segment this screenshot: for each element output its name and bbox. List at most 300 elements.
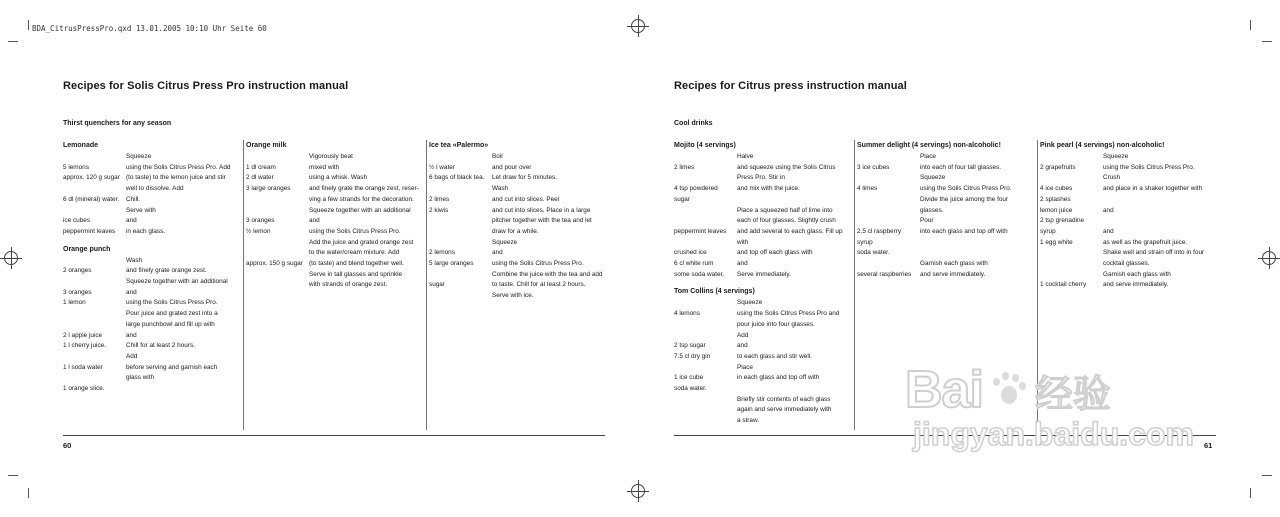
instruction: Vigorously beat (309, 153, 353, 160)
recipe-row (246, 163, 424, 174)
recipe-row (63, 320, 241, 331)
recipe-column (63, 140, 241, 398)
recipe-row (429, 259, 609, 270)
recipe-row (674, 384, 852, 395)
recipe-column (429, 140, 609, 305)
ingredient: 4 tsp powdered (674, 185, 718, 193)
instruction: before serving and garnish each (126, 363, 218, 371)
ingredient (63, 320, 126, 331)
instruction: and (737, 342, 748, 350)
recipe-row (246, 152, 424, 163)
instruction: Place a squeezed half of lime into (737, 206, 833, 214)
instruction: Wash (126, 256, 143, 264)
recipe-row (63, 373, 241, 384)
instruction: with (737, 238, 749, 246)
ingredient: 2 oranges (63, 267, 92, 275)
instruction: Let draw for 5 minutes. (492, 174, 558, 182)
recipe-row (429, 163, 609, 174)
instruction: into each of four tall glasses. (920, 163, 1001, 171)
ingredient: soda water. (857, 249, 890, 257)
instruction: and serve immediately. (1103, 281, 1169, 289)
recipe-row (857, 195, 1035, 206)
recipe-row (1040, 259, 1220, 270)
recipe-row (674, 248, 852, 259)
recipe (246, 140, 424, 291)
instruction: a straw. (737, 417, 760, 425)
instruction: to each glass and stir well. (737, 352, 812, 360)
ingredient: approx. 120 g sugar (63, 174, 120, 182)
instruction: using the Solis Citrus Press Pro. (1103, 163, 1195, 171)
instruction: pour juice into four glasses. (737, 320, 815, 328)
recipe-column (674, 140, 852, 430)
column-divider (854, 140, 855, 430)
recipe-column (857, 140, 1035, 283)
column-divider (243, 140, 244, 430)
instruction: each of four glasses. Slightly crush (737, 217, 836, 225)
ingredient: some soda water. (674, 270, 725, 278)
recipe-row (674, 320, 852, 331)
instruction: (to taste) to the lemon juice and stir (126, 174, 226, 182)
recipe-row (63, 216, 241, 227)
ingredient: crushed ice (674, 249, 707, 257)
crop-mark (8, 475, 18, 476)
recipe-row (674, 227, 852, 238)
instruction: Serve with (126, 206, 156, 214)
recipe-row (1040, 280, 1220, 291)
instruction: Add (126, 352, 138, 360)
instruction: and finely grate orange zest. (126, 267, 207, 275)
recipe-row (674, 341, 852, 352)
instruction: Chill for at least 2 hours. (126, 342, 195, 350)
recipe-row (857, 259, 1035, 270)
recipe-row (1040, 216, 1220, 227)
instruction: to taste. Chill for at least 2 hours. (492, 281, 586, 289)
ingredient: several raspberries (857, 270, 912, 278)
ingredient (246, 270, 309, 281)
recipe-column (1040, 140, 1220, 294)
ingredient (429, 227, 492, 238)
recipe-row (1040, 270, 1220, 281)
ingredient (857, 216, 920, 227)
recipe-row (63, 227, 241, 238)
recipe-row (63, 266, 241, 277)
ingredient (63, 184, 126, 195)
instruction: Serve with ice. (492, 292, 534, 300)
recipe-row (674, 163, 852, 174)
instruction: in each glass and top off with (737, 374, 820, 382)
recipe-row (1040, 206, 1220, 217)
recipe-title: Orange milk (246, 142, 287, 149)
ingredient: sugar (674, 195, 690, 203)
instruction: well to dissolve. Add (126, 185, 184, 193)
recipe-row (246, 195, 424, 206)
ingredient: 3 oranges (63, 288, 92, 296)
ingredient: 4 lemons (674, 310, 700, 318)
ingredient: 1 l soda water (63, 363, 103, 371)
recipe-row (246, 184, 424, 195)
ingredient (429, 184, 492, 195)
ingredient: 1 l cherry juice. (63, 342, 106, 350)
recipe-title: Tom Collins (4 servings) (674, 288, 755, 296)
ingredient: 2 tsp grenadine (1040, 217, 1085, 225)
file-header: BDA_CitrusPressPro.qxd 13.01.2005 10:10 Uhr Seite 60 (32, 24, 267, 33)
recipe (429, 140, 609, 302)
recipe-row (857, 227, 1035, 238)
ingredient: 2 limes (429, 195, 450, 203)
recipe (674, 286, 852, 426)
ingredient: 6 cl white rum (674, 260, 714, 268)
ingredient (674, 238, 737, 249)
recipe-row (674, 416, 852, 427)
instruction: Squeeze (920, 174, 946, 182)
ingredient (429, 291, 492, 302)
instruction (1103, 195, 1220, 206)
recipe-row (246, 173, 424, 184)
recipe-row (429, 152, 609, 163)
recipe-row (63, 341, 241, 352)
instruction: and (309, 217, 320, 225)
ingredient: approx. 150 g sugar (246, 260, 303, 268)
instruction: and place in a shaker together with (1103, 185, 1203, 193)
ingredient: 4 ice cubes (1040, 185, 1073, 193)
page-number: 61 (1204, 441, 1213, 450)
recipe-row (246, 259, 424, 270)
crop-mark (8, 41, 18, 42)
ingredient (674, 152, 737, 163)
recipe-row (63, 298, 241, 309)
column-divider (426, 140, 427, 430)
ingredient: lemon juice (1040, 206, 1073, 214)
recipe-row (429, 280, 609, 291)
crop-mark (28, 488, 29, 498)
recipe-row (63, 256, 241, 267)
instruction: Combine the juice with the tea and add (492, 270, 603, 278)
recipe-row (429, 206, 609, 217)
recipe-row (674, 373, 852, 384)
instruction: Add the juice and grated orange zest (309, 238, 414, 246)
instruction: large punchbowl and fill up with (126, 320, 215, 328)
ingredient: 1 cocktail cherry (1040, 281, 1087, 289)
ingredient (246, 206, 309, 217)
instruction: and cut into slices. Peel (492, 195, 560, 203)
ingredient: syrup (1040, 227, 1056, 235)
ingredient (63, 373, 126, 384)
watermark-logo-text-2: 经验 (1034, 371, 1111, 416)
ingredient (246, 248, 309, 259)
recipe-row (63, 331, 241, 342)
instruction: ving a few strands for the decoration. (309, 195, 414, 203)
recipe-row (674, 331, 852, 342)
instruction: and pour over (492, 163, 532, 171)
ingredient (857, 152, 920, 163)
page-title: Recipes for Citrus press instruction manual (674, 80, 907, 92)
recipe-row (246, 238, 424, 249)
recipe-row (63, 288, 241, 299)
instruction: and mix with the juice. (737, 185, 800, 193)
ingredient: 5 lemons (63, 163, 89, 171)
recipe-row (429, 238, 609, 249)
recipe-row (429, 195, 609, 206)
ingredient: 1 lemon (63, 299, 86, 307)
section-title: Thirst quenchers for any season (63, 120, 172, 127)
instruction: and (126, 217, 137, 225)
recipe-row (674, 259, 852, 270)
bottom-rule (63, 435, 605, 436)
instruction: Shake well and strain off into in four (1103, 249, 1205, 257)
recipe-column (246, 140, 424, 294)
ingredient (246, 280, 309, 291)
recipe-row (857, 248, 1035, 259)
instruction: again and serve immediately with (737, 406, 832, 414)
crop-mark (1262, 41, 1272, 42)
instruction: Squeeze (492, 238, 518, 246)
instruction (126, 384, 241, 395)
recipe-title: Orange punch (63, 245, 111, 253)
recipe-row (63, 184, 241, 195)
ingredient: 6 dl (mineral) water. (63, 195, 120, 203)
ingredient (63, 256, 126, 267)
ingredient: 2 dl water (246, 174, 274, 182)
instruction: Wash (492, 185, 509, 193)
recipe-row (1040, 152, 1220, 163)
instruction: and top off each glass with (737, 249, 813, 257)
instruction: using the Solis Citrus Press Pro. (126, 299, 218, 307)
ingredient: 1 dl cream (246, 163, 276, 171)
ingredient: 2 limes (674, 163, 695, 171)
instruction: Boil (492, 153, 503, 160)
ingredient (674, 173, 737, 184)
instruction: Serve in tall glasses and sprinkle (309, 270, 403, 278)
ingredient: 2 tsp sugar (674, 342, 706, 350)
instruction: in each glass. (126, 227, 166, 235)
right-page (674, 0, 1234, 517)
ingredient: 2 lemons (429, 249, 455, 257)
recipe-row (1040, 227, 1220, 238)
recipe-row (674, 298, 852, 309)
ingredient: peppermint leaves (63, 227, 116, 235)
ingredient (674, 331, 737, 342)
instruction: Squeeze (737, 299, 763, 307)
recipe-row (674, 195, 852, 206)
ingredient (429, 238, 492, 249)
bottom-rule (674, 435, 1216, 436)
ingredient: 2 grapefruits (1040, 163, 1076, 171)
crop-mark (1250, 20, 1251, 30)
recipe (63, 140, 241, 238)
instruction: Pour (920, 217, 934, 225)
ingredient (63, 206, 126, 217)
registration-mark (631, 484, 645, 498)
recipe-row (857, 184, 1035, 195)
instruction: Squeeze together with an additional (309, 206, 411, 214)
ingredient (857, 195, 920, 206)
instruction: Press Pro. Stir in (737, 174, 785, 182)
recipe-row (246, 280, 424, 291)
ingredient: 2.5 cl raspberry (857, 227, 902, 235)
instruction (1103, 216, 1220, 227)
ingredient (1040, 248, 1103, 259)
ingredient (1040, 270, 1103, 281)
ingredient (674, 298, 737, 309)
recipe-row (857, 152, 1035, 163)
section-title: Cool drinks (674, 120, 713, 127)
recipe-title: Pink pearl (4 servings) non-alcoholic! (1040, 142, 1165, 149)
recipe-row (246, 270, 424, 281)
crop-mark (1250, 488, 1251, 498)
ingredient: 1 orange slice. (63, 385, 105, 393)
recipe-row (429, 227, 609, 238)
ingredient: 3 ice cubes (857, 163, 890, 171)
ingredient (857, 259, 920, 270)
ingredient: 2 splashes (1040, 195, 1071, 203)
instruction: with strands of orange zest. (309, 281, 388, 289)
watermark-logo-text: Bai (905, 361, 983, 419)
ingredient: ½ lemon (246, 227, 271, 235)
ingredient (674, 320, 737, 331)
instruction: Garnish each glass with (1103, 270, 1171, 278)
recipe-row (857, 216, 1035, 227)
instruction: Add (737, 331, 749, 339)
recipe-row (1040, 248, 1220, 259)
recipe-row (857, 173, 1035, 184)
recipe-row (429, 248, 609, 259)
recipe-row (674, 405, 852, 416)
recipe-row (63, 163, 241, 174)
column-divider (1037, 140, 1038, 430)
crop-mark (1262, 475, 1272, 476)
ingredient: 1 egg white (1040, 238, 1073, 246)
instruction: into each glass and top off with (920, 227, 1008, 235)
ingredient: 1 ice cube (674, 374, 704, 382)
ingredient (857, 206, 920, 217)
ingredient (674, 206, 737, 217)
recipe (1040, 140, 1220, 291)
recipe (63, 244, 241, 395)
ingredient: 6 bags of black tea. (429, 174, 485, 182)
recipe-row (63, 173, 241, 184)
instruction: using the Solis Citrus Press Pro. (920, 185, 1012, 193)
instruction: glass with (126, 374, 155, 382)
recipe-row (63, 309, 241, 320)
instruction: Place (737, 363, 753, 371)
recipe-row (674, 152, 852, 163)
instruction: Crush (1103, 174, 1121, 182)
ingredient: 7.5 cl dry gin (674, 352, 711, 360)
ingredient: 3 oranges (246, 217, 275, 225)
recipe-row (1040, 195, 1220, 206)
instruction (920, 238, 1035, 249)
instruction: Garnish each glass with (920, 260, 988, 268)
recipe-row (1040, 238, 1220, 249)
crop-mark (28, 20, 29, 30)
recipe-row (674, 206, 852, 217)
ingredient (674, 395, 737, 406)
recipe-row (63, 384, 241, 395)
ingredient (857, 173, 920, 184)
recipe-row (63, 277, 241, 288)
instruction: Halve (737, 153, 754, 160)
instruction: Place (920, 153, 936, 160)
ingredient (63, 352, 126, 363)
ingredient (429, 216, 492, 227)
instruction: and cut into slices. Place in a large (492, 206, 591, 214)
recipe-row (63, 152, 241, 163)
recipe-row (246, 227, 424, 238)
instruction: Divide the juice among the four (920, 195, 1009, 203)
ingredient (429, 270, 492, 281)
ingredient: ½ l water (429, 163, 455, 171)
instruction: and (1103, 227, 1114, 235)
instruction: to the water/cream mixture. Add (309, 249, 400, 257)
recipe-row (1040, 173, 1220, 184)
recipe-row (246, 248, 424, 259)
instruction: using the Solis Citrus Press Pro. (309, 227, 401, 235)
instruction: (to taste) and blend together well. (309, 260, 404, 268)
instruction: and (126, 331, 137, 339)
instruction: and finely grate the orange zest, reser- (309, 185, 419, 193)
instruction (920, 248, 1035, 259)
recipe-title: Mojito (4 servings) (674, 142, 736, 149)
instruction: draw for a while. (492, 227, 539, 235)
recipe-row (674, 270, 852, 281)
recipe-row (857, 206, 1035, 217)
recipe-row (246, 206, 424, 217)
instruction (737, 195, 852, 206)
recipe-row (429, 173, 609, 184)
ingredient: peppermint leaves (674, 227, 727, 235)
ingredient (63, 152, 126, 163)
recipe-row (674, 238, 852, 249)
instruction: and (1103, 206, 1114, 214)
recipe-row (857, 238, 1035, 249)
instruction: using the Solis Citrus Press Pro. (492, 260, 584, 268)
page-title: Recipes for Solis Citrus Press Pro instruction manual (63, 80, 349, 92)
ingredient (63, 309, 126, 320)
watermark-url: jingyan.baidu.com (913, 416, 1194, 452)
ingredient: 2 kiwis (429, 206, 449, 214)
ingredient: 2 l apple juice (63, 331, 103, 339)
ingredient: sugar (429, 281, 445, 289)
recipe-row (857, 163, 1035, 174)
instruction: Squeeze together with an additional (126, 278, 228, 286)
ingredient (63, 277, 126, 288)
left-page (63, 0, 623, 517)
registration-mark (631, 19, 645, 33)
instruction: and (126, 288, 137, 296)
recipe-row (674, 395, 852, 406)
ingredient (246, 238, 309, 249)
ingredient (674, 363, 737, 374)
instruction: using a whisk. Wash (309, 174, 368, 182)
recipe-row (1040, 184, 1220, 195)
recipe-row (674, 363, 852, 374)
instruction: and (492, 249, 503, 257)
ingredient: ice cubes (63, 217, 90, 225)
recipe-title: Ice tea «Palermo» (429, 142, 489, 149)
instruction: as well as the grapefruit juice. (1103, 238, 1188, 246)
instruction: and squeeze using the Solis Citrus (737, 163, 836, 171)
recipe-title: Summer delight (4 servings) non-alcoholic! (857, 142, 1001, 149)
instruction: Pour juice and grated zest into a (126, 310, 218, 318)
recipe-row (63, 195, 241, 206)
ingredient: 5 large oranges (429, 260, 474, 268)
recipe-row (429, 184, 609, 195)
instruction: pitcher together with the tea and let (492, 217, 592, 225)
ingredient: 3 large oranges (246, 185, 291, 193)
ingredient (674, 216, 737, 227)
instruction: using the Solis Citrus Press Pro. Add (126, 163, 231, 171)
recipe-row (674, 309, 852, 320)
